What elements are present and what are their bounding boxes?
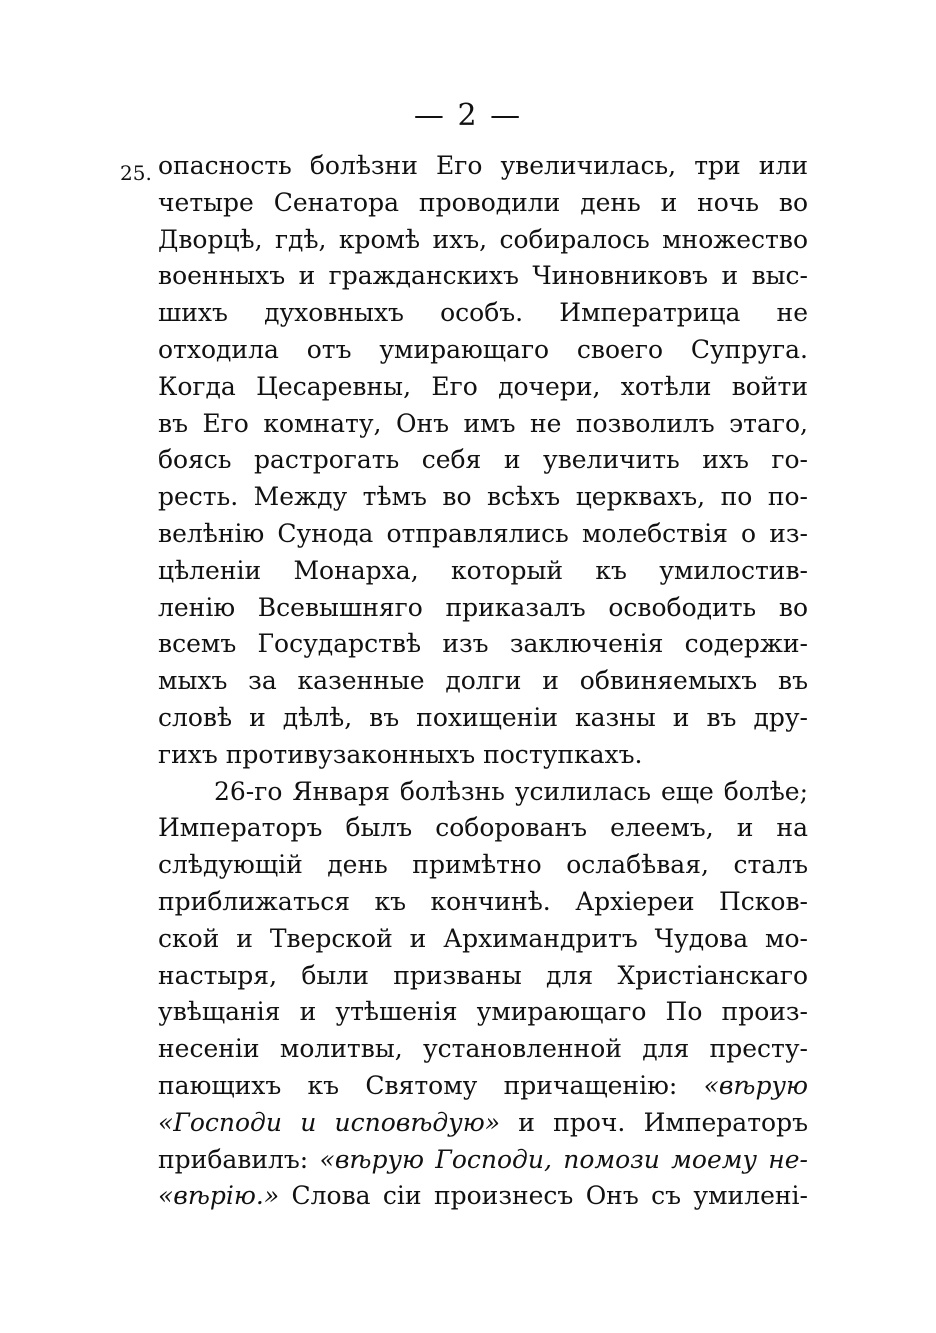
text-line: словѣ и дѣлѣ, въ похищеніи казны и въ дру- bbox=[158, 702, 808, 732]
text-line: военныхъ и гражданскихъ Чиновниковъ и выс- bbox=[158, 261, 808, 291]
text-line: цѣленіи Монарха, который къ умилостив- bbox=[158, 555, 808, 585]
page-number: — 2 — bbox=[413, 98, 523, 133]
text-line: мыхъ за казенные долги и обвиняемыхъ въ bbox=[158, 666, 808, 696]
margin-date: 25. bbox=[120, 161, 152, 185]
italic-quote: «вѣрую bbox=[703, 1070, 808, 1100]
italic-quote: «Господи и исповѣдую» bbox=[158, 1107, 501, 1137]
text-line-mixed bbox=[158, 1142, 808, 1179]
italic-quote: «вѣрію.» bbox=[158, 1181, 280, 1211]
text-line: Когда Цесаревны, Его дочери, хотѣли войти bbox=[158, 371, 808, 401]
text-line: увѣщанія и утѣшенія умирающаго По произ- bbox=[158, 997, 808, 1027]
text-line: четыре Сенатора проводили день и ночь во bbox=[158, 187, 808, 217]
text-line: ресть. Между тѣмъ во всѣхъ церквахъ, по по- bbox=[158, 482, 808, 512]
text-line: ленію Всевышняго приказалъ освободить во bbox=[158, 592, 808, 622]
text-segment: Слова сіи произнесъ Онъ съ умилені- bbox=[279, 1181, 808, 1211]
text-line: отходила отъ умирающаго своего Супруга. bbox=[158, 334, 808, 364]
text-segment: пающихъ къ Святому причащенію: bbox=[158, 1070, 678, 1100]
text-segment: прибавилъ: bbox=[158, 1144, 320, 1174]
text-line: несеніи молитвы, установленной для престу- bbox=[158, 1034, 808, 1064]
text-line: приближаться къ кончинѣ. Архіереи Псков- bbox=[158, 886, 808, 916]
text-line: 26-го Января болѣзнь усилилась еще болѣе; bbox=[214, 776, 808, 806]
text-line: боясь растрогать себя и увеличить ихъ го- bbox=[158, 445, 808, 475]
text-line: гихъ противузаконныхъ поступкахъ. bbox=[158, 739, 643, 769]
text-line: всемъ Государствѣ изъ заключенія содержи- bbox=[158, 629, 808, 659]
text-line-mixed bbox=[158, 1105, 808, 1142]
italic-quote: «вѣрую Господи, помози моему не- bbox=[319, 1144, 808, 1174]
text-line: Императоръ былъ соборованъ елеемъ, и на bbox=[158, 813, 808, 843]
text-line-mixed bbox=[158, 1178, 808, 1215]
text-line: Дворцѣ, гдѣ, кромѣ ихъ, собиралось множество bbox=[158, 224, 808, 254]
text-block bbox=[158, 148, 808, 1215]
text-line-mixed bbox=[158, 1068, 808, 1105]
text-line: шихъ духовныхъ особъ. Императрица не bbox=[158, 298, 808, 328]
text-line: слѣдующій день примѣтно ослабѣвая, сталъ bbox=[158, 850, 808, 880]
text-line: въ Его комнату, Онъ имъ не позволилъ этаго, bbox=[158, 408, 808, 438]
text-line: опасность болѣзни Его увеличилась, три или bbox=[158, 151, 808, 180]
text-line: ской и Тверской и Архимандритъ Чудова мо- bbox=[158, 923, 808, 953]
text-line: велѣнію Сунода отправлялись молебствія о из- bbox=[158, 518, 808, 548]
text-line: настыря, были призваны для Христіанскаго bbox=[158, 960, 808, 990]
text-segment: и проч. Императоръ bbox=[500, 1107, 808, 1137]
